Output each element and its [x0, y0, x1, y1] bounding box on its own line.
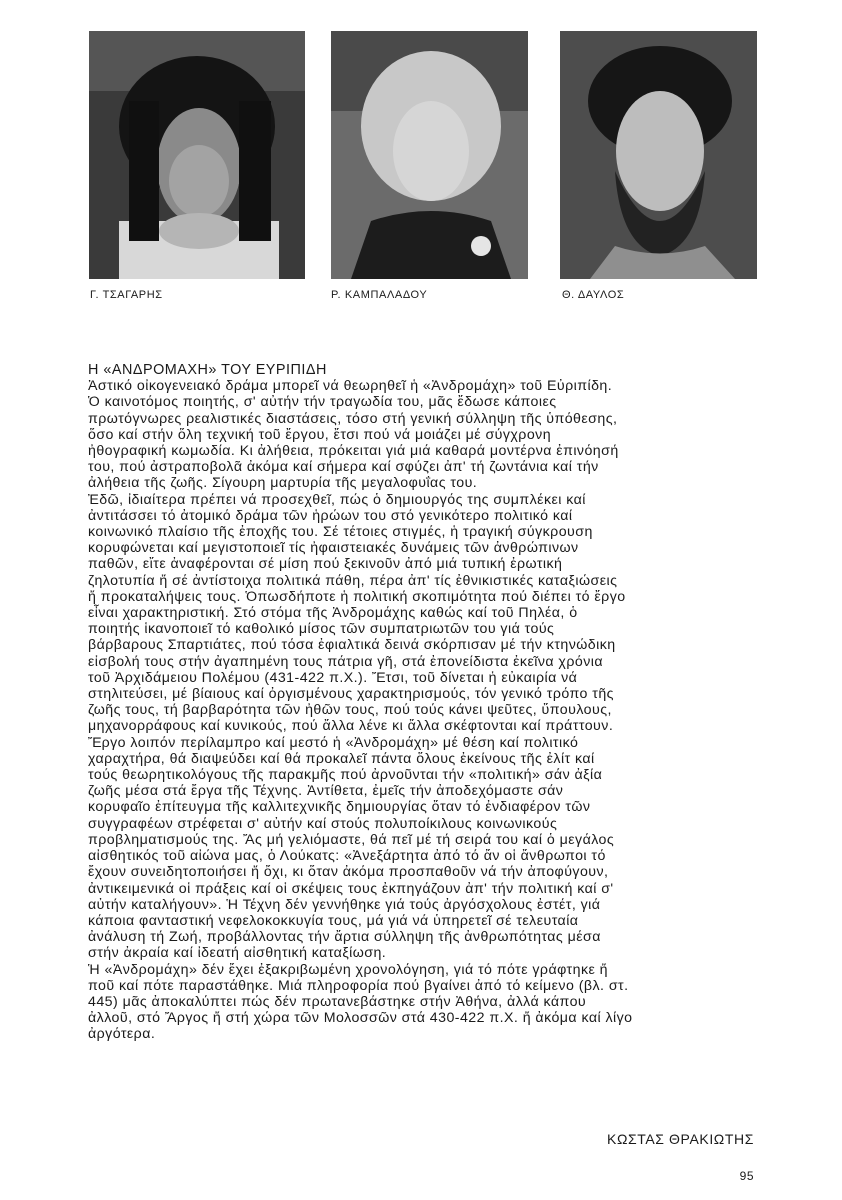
photo-caption-davlos: Θ. ΔΑΥΛΟΣ — [562, 289, 625, 301]
article-paragraph: Ἐδῶ, ἰδιαίτερα πρέπει νά προσεχθεῖ, πώς ὁ δημιουργός της συμπλέκει καί ἀντιτάσσει τό ἀτομικό δράμα τῶν ἡρώων του στό γενικότερο πολιτικό καί κοινωνικό πλαίσιο τῆς ἐποχῆς του. Σέ τέτοιες στιγμές, ἡ τραγική σύγκρουση κορυφώνεται καί μεγιστοποιεῖ τίς ἠφαιστειακές δυνάμεις τῶν ἀνθρώπινων παθῶν, εἴτε ἀναφέρονται σέ μίση πού ξεκινοῦν ἀπό μιά τυπική ἐρωτική ζηλοτυπία ἤ σέ ἀντίστοιχα πολιτικά πάθη, πέρα ἀπ' τίς ἐθνικιστικές καταξιώσεις ἤ προκαταλήψεις τους. Ὁπωσδήποτε ἡ πολιτική σκοπιμότητα πού διέπει τό ἔργο εἶναι χαρακτηριστική. Στό στόμα τῆς Ἀνδρομάχης καθώς καί τοῦ Πηλέα, ὁ ποιητής ἱκανοποιεῖ τό καθολικό μίσος τῶν συμπατριωτῶν του γιά τούς βάρβαρους Σπαρτιάτες, πού τόσα ἐφιαλτικά δεινά σκόρπισαν μέ τήν κτηνώδικη εἰσβολή τους στήν ἀγαπημένη τους πάτρια γῆ, στά ἐπονείδιστα ἐκεῖνα χρόνια τοῦ Ἀρχιδάμειου Πολέμου (431-422 π.Χ.). Ἔτσι, τοῦ δίνεται ἡ εὐκαιρία νά στηλιτεύσει, μέ βίαιους καί ὀργισμένους χαρακτηρισμούς, τόν γενικό τρόπο τῆς ζωῆς τους, τή βαρβαρότητα τῶν ἠθῶν τους, πού τούς κάνει ψεῦτες, ὕπουλους, μηχανορράφους καί κυνικούς, πού ἄλλα λένε κι ἄλλα σκέφτονται καί πράττουν. — [88, 491, 626, 735]
article — [88, 362, 754, 1043]
article-author: ΚΩΣΤΑΣ ΘΡΑΚΙΩΤΗΣ — [607, 1131, 754, 1147]
photo-caption-kampaladou: Ρ. ΚΑΜΠΑΛΑΔΟΥ — [331, 289, 428, 301]
photo-caption-tsagaris: Γ. ΤΣΑΓΑΡΗΣ — [90, 289, 163, 301]
article-paragraph: Ἔργο λοιπόν περίλαμπρο καί μεστό ἡ «Ἀνδρομάχη» μέ θέση καί πολιτικό χαραχτήρα, θά διαψεύδει καί θά προκαλεῖ πάντα ὅλους ἐκείνους τῆς ἐλίτ καί τούς θεωρητικολόγους τῆς παρακμῆς πού ἀρνοῦνται τήν «πολιτική» σάν ἀξία ζωῆς μέσα στά ἔργα τῆς Τέχνης. Ἀντίθετα, ἐμεῖς τήν ἀποδεχόμαστε σάν κορυφαῖο ἐπίτευγμα τῆς καλλιτεχνικῆς δημιουργίας ὅταν τό ἐνδιαφέρον τῶν συγγραφέων στρέφεται σ' αὐτήν καί στούς πολυποίκιλους κοινωνικούς προβληματισμούς της. Ἄς μή γελιόμαστε, θά πεῖ μέ τή σειρά του καί ὁ μεγάλος αἰσθητικός τοῦ αἰώνα μας, ὁ Λούκατς: «Ἀνεξάρτητα ἀπό τό ἄν οἱ ἄνθρωποι τό ἔχουν συνειδητοποιήσει ἤ ὄχι, κι ὅταν ἀκόμα προσπαθοῦν νά τήν ἀποφύγουν, ἀντικειμενικά οἱ πράξεις καί οἱ σκέψεις τους ἐκπηγάζουν ἀπ' τήν πολιτική καί σ' αὐτήν καταλήγουν». Ἡ Τέχνη δέν γεννήθηκε γιά τούς ἀργόσχολους ἐστέτ, γιά κάποια φανταστική νεφελοκοκκυγία τους, μά γιά νά ὑπηρετεῖ σέ τελευταία ἀνάλυση τή Ζωή, προβάλλοντας τήν ἄρτια σύλληψη τῆς ἀνθρωπότητας μέσα στήν ἀκραία καί ἰδεατή αἰσθητική καταξίωση. — [88, 734, 615, 962]
article-paragraph: Ἡ «Ἀνδρομάχη» δέν ἔχει ἐξακριβωμένη χρονολόγηση, γιά τό πότε γράφτηκε ἤ ποῦ καί πότε παραστάθηκε. Μιά πληροφορία πού βγαίνει ἀπό τό κείμενο (βλ. στ. 445) μᾶς ἀποκαλύπτει πώς δέν πρωτανεβάστηκε στήν Ἀθήνα, ἀλλά κάπου ἀλλοῦ, στό Ἄργος ἤ στή χώρα τῶν Μολοσσῶν στά 430-422 π.Χ. ἤ ἀκόμα καί λίγο ἀργότερα. — [88, 961, 633, 1043]
photo-kampaladou — [331, 31, 528, 279]
photo-tsagaris — [89, 31, 305, 279]
article-paragraph: Ἀστικό οἰκογενειακό δράμα μπορεῖ νά θεωρηθεῖ ἡ «Ἀνδρομάχη» τοῦ Εὐριπίδη. Ὁ καινοτόμος ποιητής, σ' αὐτήν τήν τραγωδία του, μᾶς ἔδωσε κάποιες πρωτόγνωρες ρεαλιστικές διαστάσεις, τόσο στή γενική σύλληψη τῆς ὑπόθεσης, ὅσο καί στήν ὅλη τεχνική τοῦ ἔργου, ἔτσι πού νά μοιάζει μέ σύγχρονη ἠθογραφική κωμωδία. Κι ἀλήθεια, πρόκειται γιά μιά καθαρά μοντέρνα ἐπινόησή του, πού ἀστραποβολᾶ ἀκόμα καί σήμερα καί σφύζει ἀπ' τή ζωντάνια καί τήν ἀλήθεια τῆς ζωῆς. Σίγουρη μαρτυρία τῆς μεγαλοφυΐας του. — [88, 378, 619, 492]
page-number: 95 — [739, 1169, 754, 1183]
article-title: Η «ΑΝΔΡΟΜΑΧΗ» ΤΟΥ ΕΥΡΙΠΙΔΗ — [88, 362, 327, 378]
photo-davlos — [560, 31, 757, 279]
